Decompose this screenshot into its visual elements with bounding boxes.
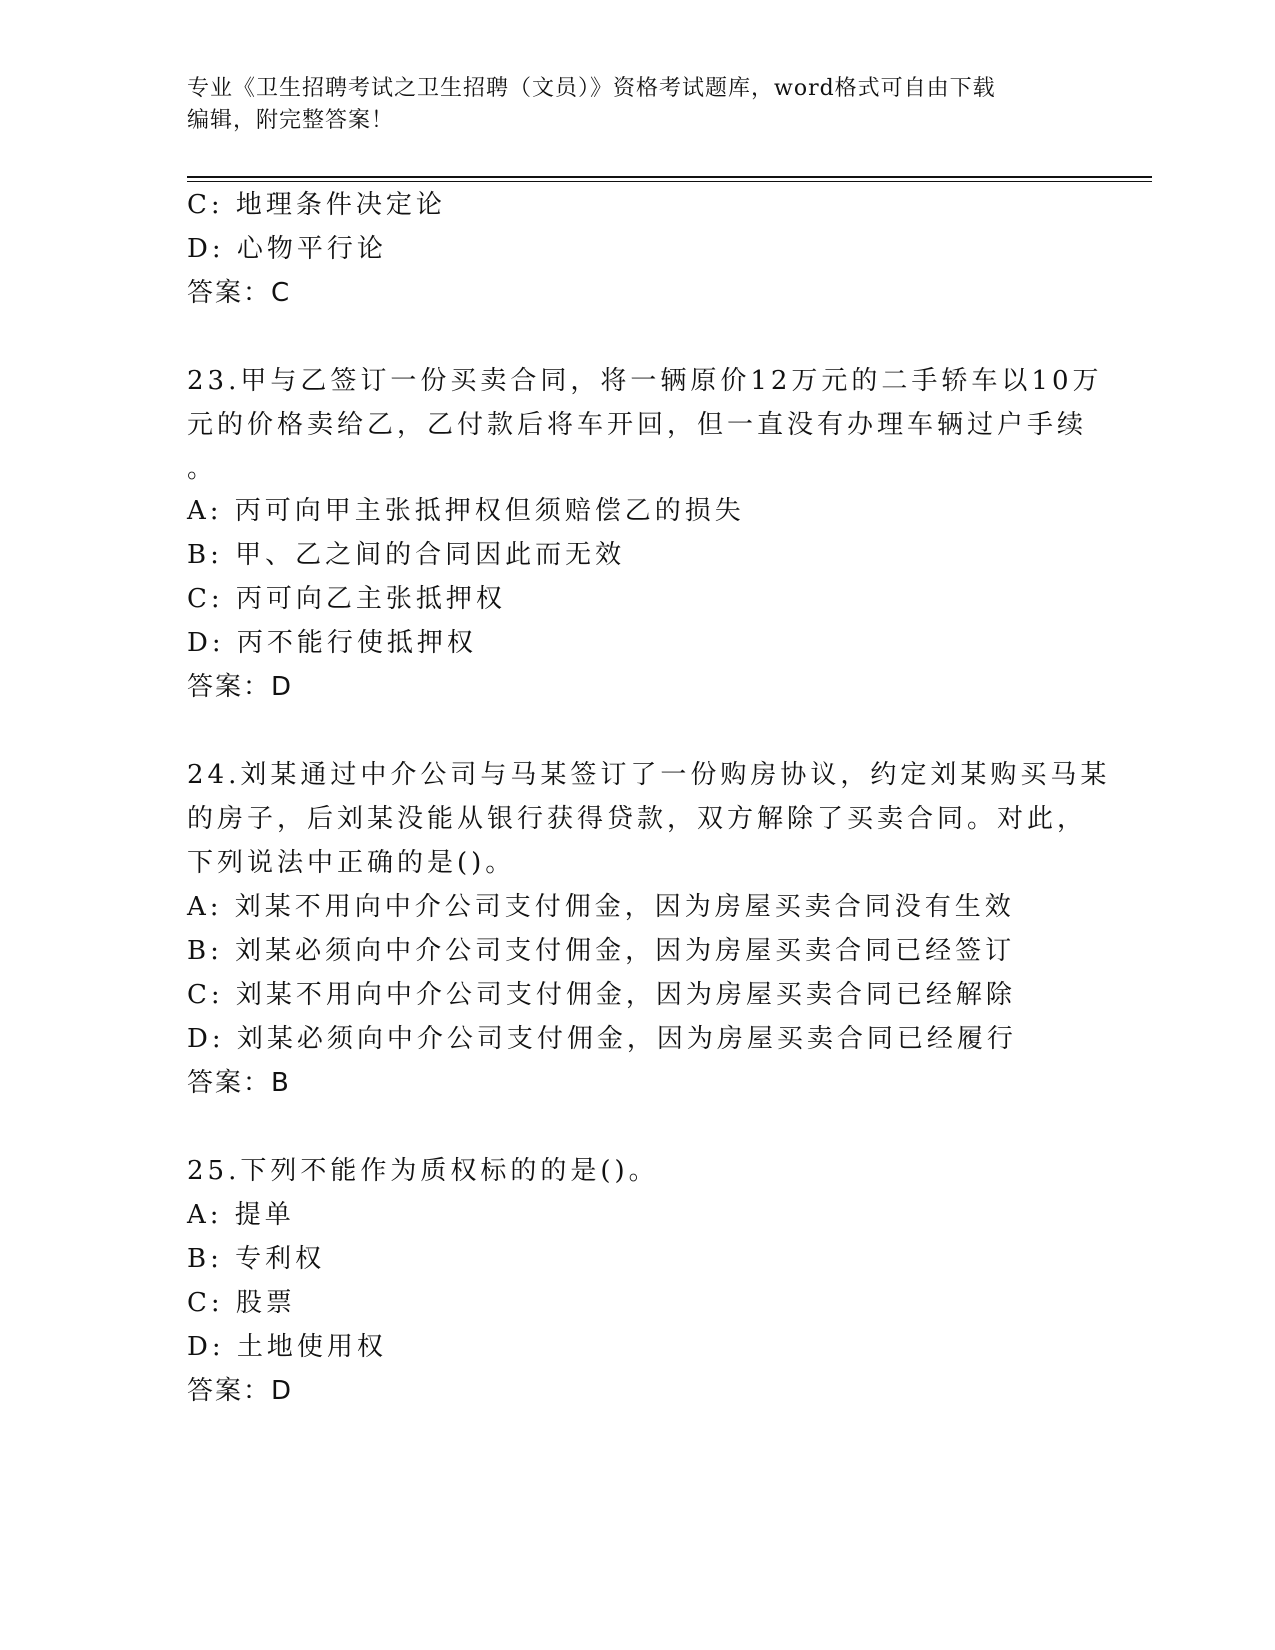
q25-option-c: C: 股票 xyxy=(187,1288,296,1318)
q24-option-b: B: 刘某必须向中介公司支付佣金，因为房屋买卖合同已经签订 xyxy=(187,936,1016,966)
header-divider-thick xyxy=(187,176,1152,178)
q24-stem-line-1: 24.刘某通过中介公司与马某签订了一份购房协议，约定刘某购买马某 xyxy=(187,760,1111,790)
q23-option-d: D: 丙不能行使抵押权 xyxy=(187,628,477,658)
q23-stem-line-3: 。 xyxy=(187,454,218,484)
q25-stem-line-1: 25.下列不能作为质权标的的是()。 xyxy=(187,1156,659,1186)
q22-option-c: C: 地理条件决定论 xyxy=(187,190,446,220)
q25-option-d: D: 土地使用权 xyxy=(187,1332,387,1362)
page-header: 专业《卫生招聘考试之卫生招聘（文员）》资格考试题库，word格式可自由下载 编辑，附完整答案！ xyxy=(187,76,996,133)
q23-option-c: C: 丙可向乙主张抵押权 xyxy=(187,584,506,614)
q22-answer: 答案：C xyxy=(187,278,292,308)
q24-answer: 答案：B xyxy=(187,1068,291,1098)
q22-option-d: D: 心物平行论 xyxy=(187,234,387,264)
q25-option-b: B: 专利权 xyxy=(187,1244,326,1274)
q23-option-b: B: 甲、乙之间的合同因此而无效 xyxy=(187,540,626,570)
header-divider-thin xyxy=(187,181,1152,182)
q25-answer: 答案：D xyxy=(187,1376,294,1406)
q23-option-a: A: 丙可向甲主张抵押权但须赔偿乙的损失 xyxy=(187,496,745,526)
q24-stem-line-2: 的房子，后刘某没能从银行获得贷款，双方解除了买卖合同。对此， xyxy=(187,804,1088,834)
q25-option-a: A: 提单 xyxy=(187,1200,295,1230)
q24-option-c: C: 刘某不用向中介公司支付佣金，因为房屋买卖合同已经解除 xyxy=(187,980,1016,1010)
q24-option-d: D: 刘某必须向中介公司支付佣金，因为房屋买卖合同已经履行 xyxy=(187,1024,1017,1054)
q23-stem-line-1: 23.甲与乙签订一份买卖合同，将一辆原价12万元的二手轿车以10万 xyxy=(187,366,1103,396)
q23-stem-line-2: 元的价格卖给乙，乙付款后将车开回，但一直没有办理车辆过户手续 xyxy=(187,410,1088,440)
q24-stem-line-3: 下列说法中正确的是()。 xyxy=(187,848,516,878)
q23-answer: 答案：D xyxy=(187,672,294,702)
q24-option-a: A: 刘某不用向中介公司支付佣金，因为房屋买卖合同没有生效 xyxy=(187,892,1015,922)
